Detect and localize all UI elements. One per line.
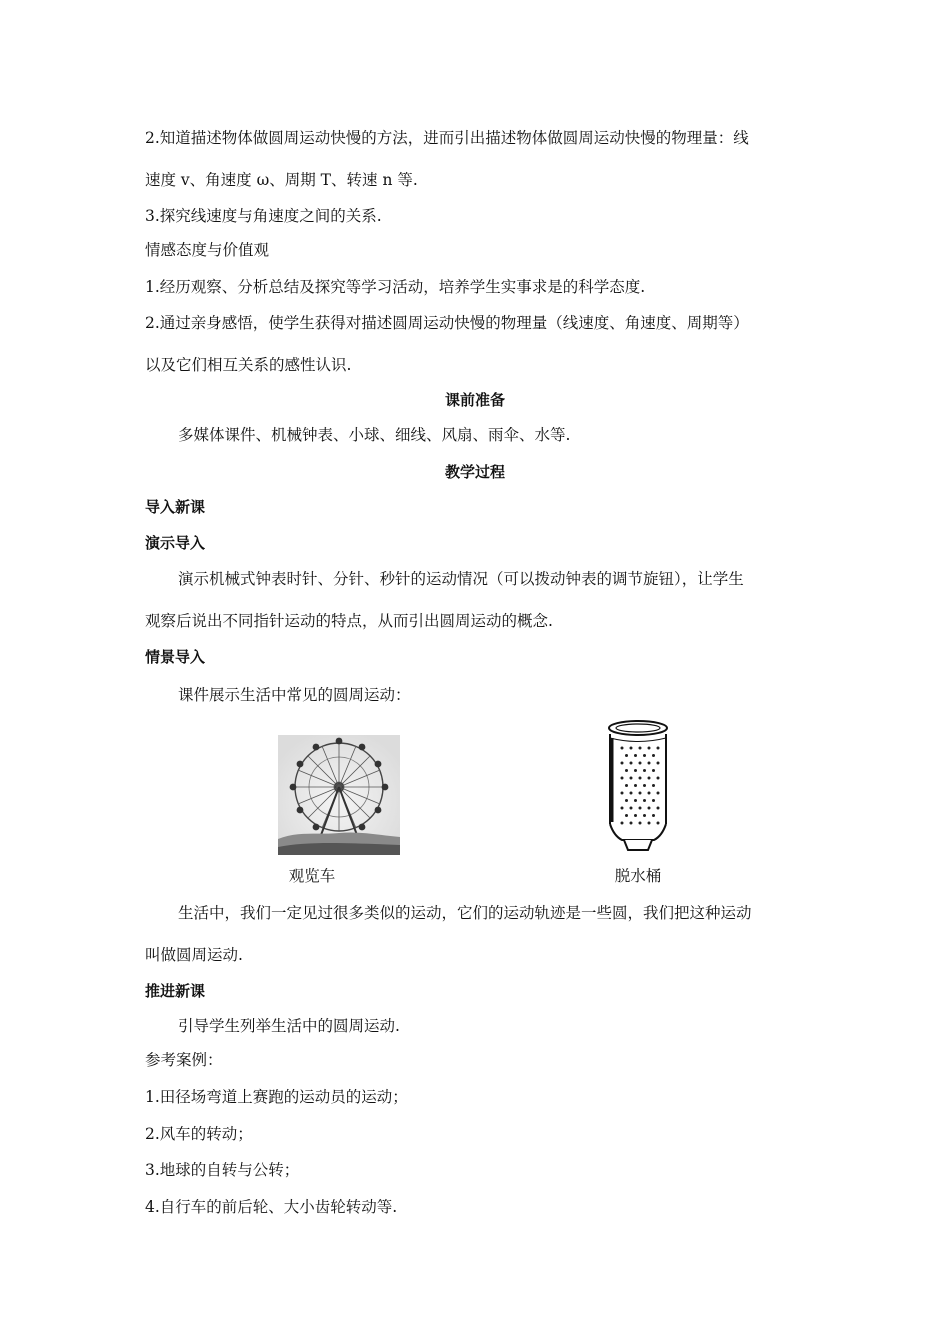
life-paragraph-line-2: 叫做圆周运动. <box>145 946 243 964</box>
life-paragraph-line-1: 生活中，我们一定见过很多类似的运动，它们的运动轨迹是一些圆，我们把这种运动 <box>178 904 752 922</box>
emotion-heading: 情感态度与价值观 <box>145 241 270 259</box>
objective-3: 3.探究线速度与角速度之间的关系. <box>145 207 382 225</box>
preparation-heading: 课前准备 <box>444 391 505 409</box>
demo-heading: 演示导入 <box>145 534 206 552</box>
emotion-item-2-line-1: 2.通过亲身感悟，使学生获得对描述圆周运动快慢的物理量（线速度、角速度、周期等） <box>145 314 749 332</box>
demo-paragraph-line-2: 观察后说出不同指针运动的特点，从而引出圆周运动的概念. <box>145 612 553 630</box>
intro-heading: 导入新课 <box>145 498 206 516</box>
spin-drum-caption: 脱水桶 <box>614 867 662 885</box>
ferris-wheel-image <box>278 735 400 855</box>
emotion-item-1: 1.经历观察、分析总结及探究等学习活动，培养学生实事求是的科学态度. <box>145 278 646 296</box>
reference-heading: 参考案例： <box>145 1051 223 1069</box>
demo-paragraph-line-1: 演示机械式钟表时针、分针、秒针的运动情况（可以拨动钟表的调节旋钮），让学生 <box>178 570 744 588</box>
scene-text: 课件展示生活中常见的圆周运动： <box>178 686 411 704</box>
ferris-wheel-caption: 观览车 <box>288 867 336 885</box>
example-item: 3.地球的自转与公转； <box>145 1161 300 1179</box>
process-heading: 教学过程 <box>444 463 505 481</box>
example-item: 2.风车的转动； <box>145 1125 253 1143</box>
example-item: 1.田径场弯道上赛跑的运动员的运动； <box>145 1088 408 1106</box>
emotion-item-2-line-2: 以及它们相互关系的感性认识. <box>145 356 352 374</box>
objective-2-line-1: 2.知道描述物体做圆周运动快慢的方法，进而引出描述物体做圆周运动快慢的物理量：线 <box>145 129 749 147</box>
scene-heading: 情景导入 <box>145 648 206 666</box>
spin-drum-image <box>602 718 674 856</box>
preparation-text: 多媒体课件、机械钟表、小球、细线、风扇、雨伞、水等. <box>178 426 571 444</box>
example-item: 4.自行车的前后轮、大小齿轮转动等. <box>145 1198 398 1216</box>
objective-2-line-2: 速度 v、角速度 ω、周期 T、转速 n 等. <box>145 171 418 189</box>
guide-text: 引导学生列举生活中的圆周运动. <box>178 1017 400 1035</box>
new-lesson-heading: 推进新课 <box>145 982 206 1000</box>
